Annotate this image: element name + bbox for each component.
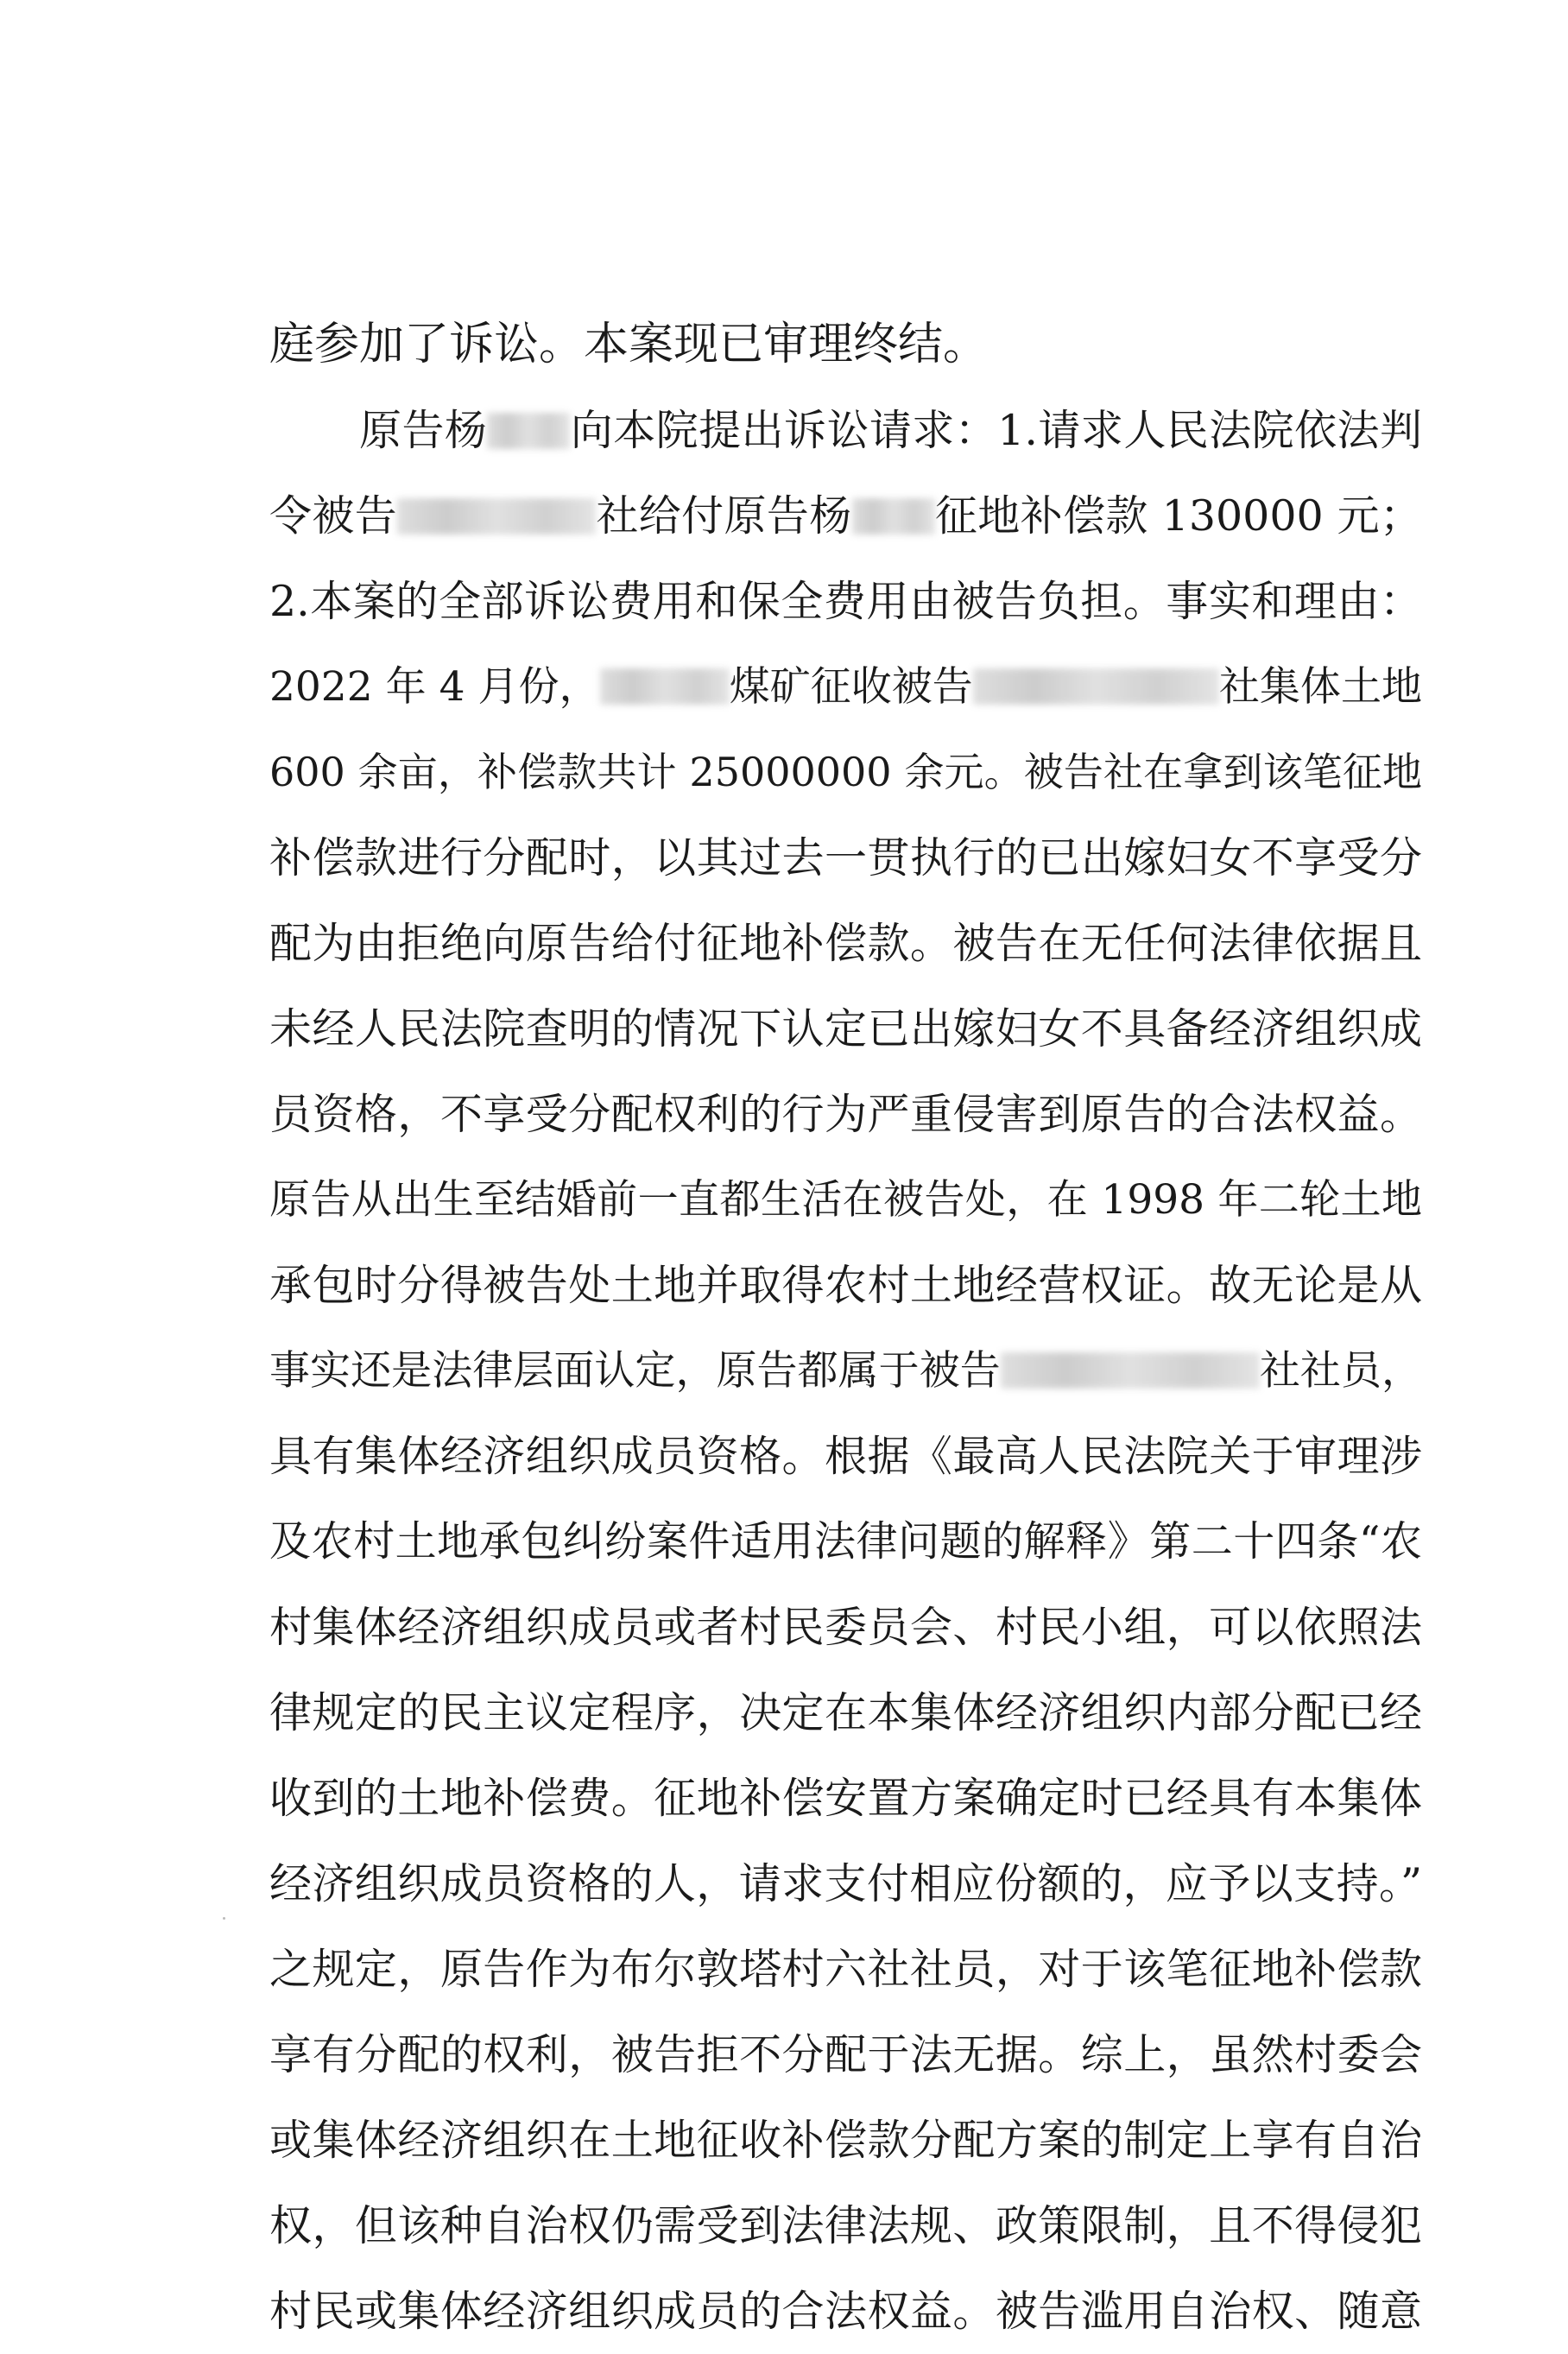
text-line-9: [269, 986, 1422, 1072]
text-segment: 庭参加了诉讼。本案现已审理终结。: [269, 319, 989, 370]
text-line-15: [269, 1499, 1422, 1585]
redacted-defendant: [397, 498, 596, 535]
text-segment: 享有分配的权利，被告拒不分配于法无据。综上，虽然村委会: [269, 2030, 1422, 2079]
text-segment: 2.本案的全部诉讼费用和保全费用由被告负担。事实和理由：: [269, 577, 1422, 626]
text-segment: 社给付原告杨: [596, 491, 852, 541]
text-segment: 配为由拒绝向原告给付征地补偿款。被告在无任何法律依据且: [269, 919, 1422, 968]
text-segment: 之规定，原告作为布尔敦塔村六社社员，对于该笔征地补偿款: [269, 1945, 1422, 1994]
text-segment: 村集体经济组织成员或者村民委员会、村民小组，可以依照法: [269, 1603, 1422, 1652]
text-segment: 事实还是法律层面认定，原告都属于被告: [269, 1347, 1001, 1395]
text-line-13: [269, 1328, 1422, 1414]
text-segment: 具有集体经济组织成员资格。根据《最高人民法院关于审理涉: [269, 1432, 1422, 1481]
text-line-24: [269, 2269, 1422, 2354]
text-segment: 原告从出生至结婚前一直都生活在被告处，在 1998 年二轮土地: [269, 1176, 1422, 1224]
text-line-21: [269, 2012, 1422, 2098]
text-line-4: [269, 559, 1422, 644]
text-segment: 令被告: [269, 491, 398, 541]
text-line-22: [269, 2098, 1422, 2183]
text-line-10: [269, 1072, 1422, 1157]
redacted-defendant: [1001, 1352, 1260, 1389]
text-segment: 向本院提出诉讼请求：1.请求人民法院依法判: [570, 406, 1422, 455]
text-segment: 未经人民法院查明的情况下认定已出嫁妇女不具备经济组织成: [269, 1004, 1422, 1054]
text-segment: 及农村土地承包纠纷案件适用法律问题的解释》第二十四条“农: [269, 1517, 1422, 1566]
text-segment: 原告杨: [359, 406, 488, 455]
text-segment: 律规定的民主议定程序，决定在本集体经济组织内部分配已经: [269, 1688, 1422, 1737]
text-line-8: [269, 901, 1422, 986]
text-line-3: [269, 473, 1422, 559]
text-segment: 煤矿征收被告: [729, 663, 973, 711]
text-line-17: [269, 1670, 1422, 1756]
text-segment: 权，但该种自治权仍需受到法律法规、政策限制，且不得侵犯: [269, 2201, 1422, 2250]
text-segment: 村民或集体经济组织成员的合法权益。被告滥用自治权、随意: [269, 2287, 1422, 2336]
text-line-12: [269, 1243, 1422, 1328]
text-segment: 征地补偿款 130000 元；: [934, 491, 1422, 541]
text-segment: 社社员，: [1259, 1347, 1423, 1395]
scan-speck: [223, 1917, 225, 1920]
redacted-name: [852, 498, 935, 535]
redacted-defendant: [973, 668, 1219, 705]
text-segment: 补偿款进行分配时，以其过去一贯执行的已出嫁妇女不享受分: [269, 833, 1422, 883]
text-segment: 经济组织成员资格的人，请求支付相应份额的，应予以支持。”: [269, 1859, 1422, 1908]
text-line-1: [269, 302, 1422, 388]
text-segment: 2022 年 4 月份，: [269, 663, 600, 711]
text-segment: 或集体经济组织在土地征收补偿款分配方案的制定上享有自治: [269, 2116, 1422, 2165]
text-line-16: [269, 1585, 1422, 1670]
text-line-23: [269, 2183, 1422, 2269]
redacted-company: [600, 668, 730, 705]
text-segment: 承包时分得被告处土地并取得农村土地经营权证。故无论是从: [269, 1261, 1422, 1310]
text-segment: 收到的土地补偿费。征地补偿安置方案确定时已经具有本集体: [269, 1774, 1422, 1823]
text-line-2: [269, 388, 1422, 473]
text-line-19: [269, 1841, 1422, 1927]
redacted-name: [487, 413, 570, 449]
text-segment: 员资格，不享受分配权利的行为严重侵害到原告的合法权益。: [269, 1090, 1422, 1139]
text-segment: 社集体土地: [1218, 663, 1423, 711]
text-line-18: [269, 1756, 1422, 1841]
text-line-14: [269, 1414, 1422, 1499]
text-line-6: [269, 730, 1422, 815]
text-segment: 600 余亩，补偿款共计 25000000 余元。被告社在拿到该笔征地: [269, 749, 1422, 795]
text-line-5: [269, 644, 1422, 730]
text-line-7: [269, 815, 1422, 901]
body-text: [269, 302, 1422, 2354]
text-line-11: [269, 1157, 1422, 1243]
text-line-20: [269, 1927, 1422, 2012]
